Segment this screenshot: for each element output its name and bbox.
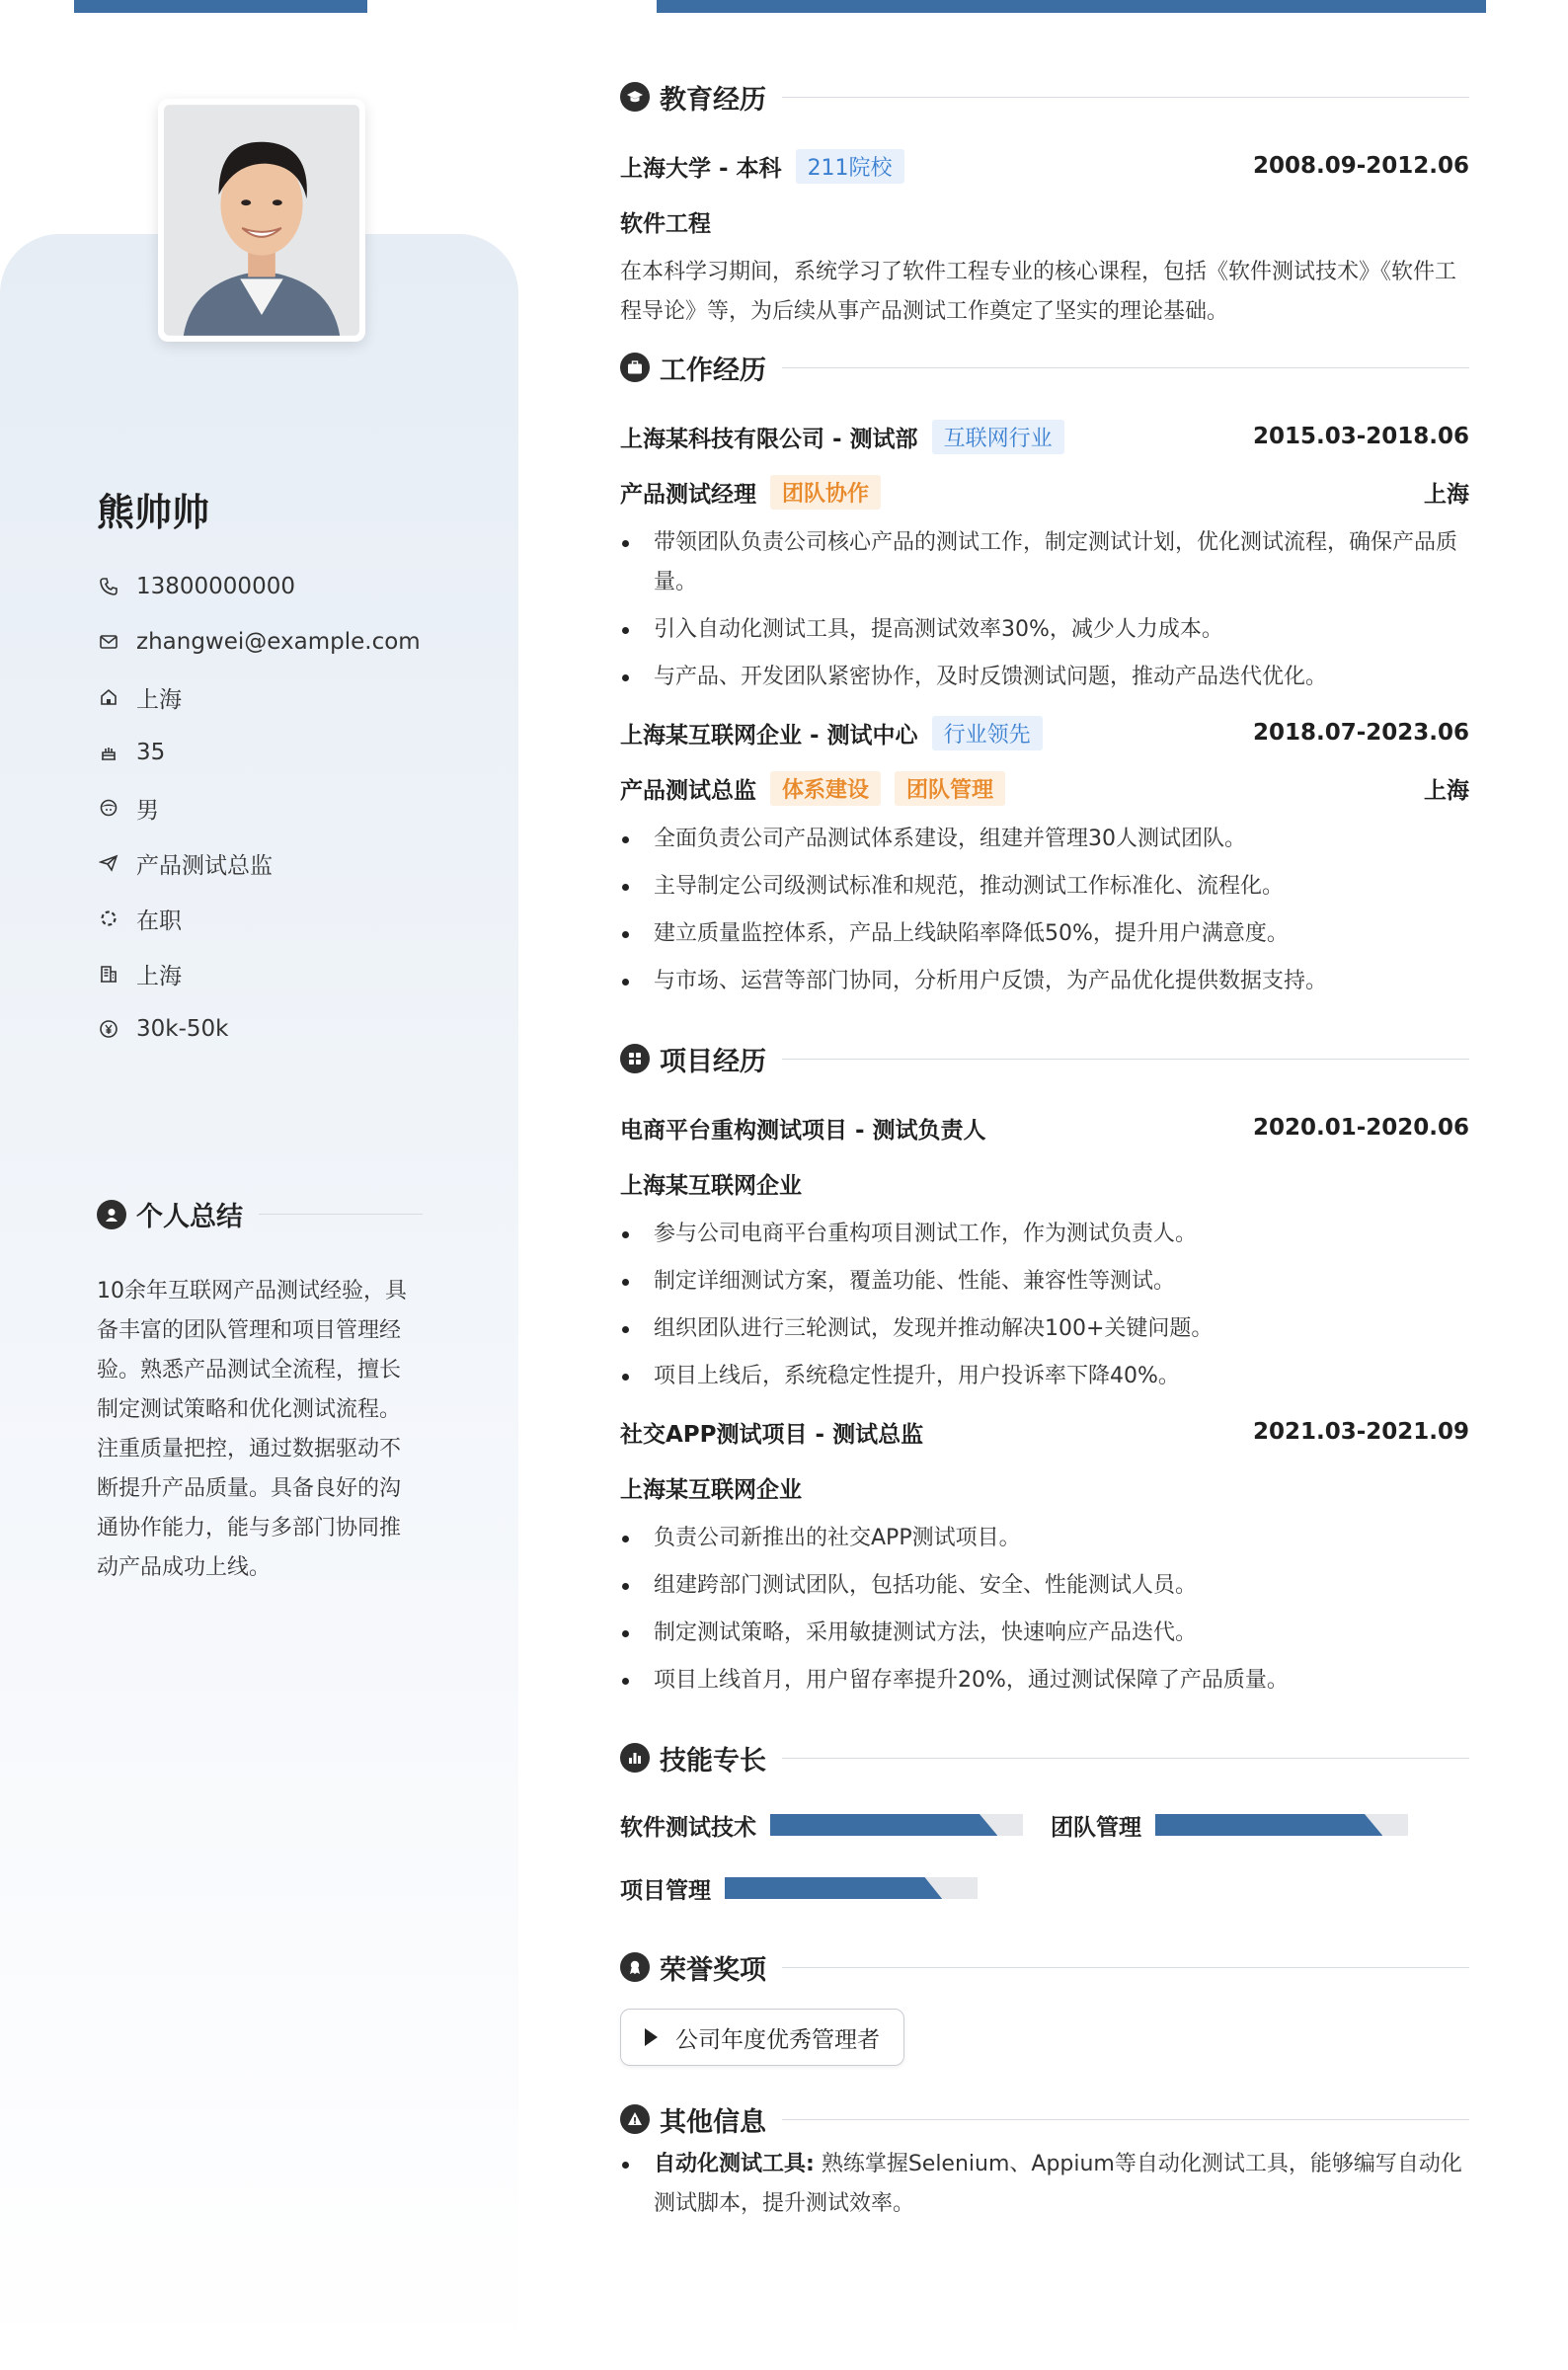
- info-age: [97, 725, 421, 780]
- send-icon: [97, 851, 120, 875]
- project-date: 2021.03-2021.09: [1252, 1419, 1469, 1445]
- building-icon: [97, 962, 120, 986]
- project-org: 上海某互联网企业: [620, 1172, 802, 1199]
- briefcase-icon: [620, 353, 650, 382]
- grid-icon: [620, 1044, 650, 1073]
- project-bullets: [620, 1215, 1469, 1396]
- skill-item: [620, 1856, 978, 1920]
- candidate-name: 熊帅帅: [97, 491, 210, 534]
- graduation-cap-icon: [620, 82, 650, 112]
- other-heading: 其他信息: [620, 2097, 1469, 2141]
- gender-icon: [97, 796, 120, 820]
- status-value: 在职: [136, 908, 182, 934]
- honors-heading: 荣誉奖项: [620, 1945, 1469, 1989]
- skill-label: 项目管理: [620, 1877, 711, 1904]
- list-item: 制定测试策略，采用敏捷测试方法，快速响应产品迭代。: [620, 1614, 1469, 1653]
- education-row: [620, 138, 1469, 194]
- list-item: 主导制定公司级测试标准和规范，推动测试工作标准化、流程化。: [620, 867, 1469, 907]
- home-value: 上海: [136, 686, 182, 713]
- skill-level-fill: [1155, 1814, 1382, 1836]
- list-item: 引入自动化测试工具，提高测试效率30%，减少人力成本。: [620, 610, 1469, 650]
- list-item: 建立质量监控体系，产品上线缺陷率降低50%，提升用户满意度。: [620, 914, 1469, 954]
- info-salary: [97, 1001, 421, 1057]
- job-industry-tag: 行业领先: [932, 716, 1043, 750]
- city-value: 上海: [136, 963, 182, 989]
- status-icon: [97, 907, 120, 930]
- skill-level-fill: [770, 1814, 997, 1836]
- school-name: 上海大学 - 本科: [620, 155, 782, 182]
- info-icon: [620, 2104, 650, 2134]
- job-company: 上海某科技有限公司 - 测试部: [620, 426, 918, 452]
- job-entry: [620, 409, 1469, 697]
- education-heading: 教育经历: [620, 75, 1469, 118]
- list-item: 组织团队进行三轮测试，发现并推动解决100+关键问题。: [620, 1309, 1469, 1349]
- user-icon: [97, 1200, 126, 1229]
- info-home: [97, 670, 421, 725]
- project-name: 电商平台重构测试项目 - 测试负责人: [620, 1117, 986, 1144]
- info-city: [97, 946, 421, 1001]
- play-icon: [645, 2028, 658, 2046]
- project-entry: [620, 1100, 1469, 1396]
- skill-bar: [725, 1877, 978, 1899]
- other-section: [620, 2097, 1469, 2224]
- list-item: 与产品、开发团队紧密协作，及时反馈测试问题，推动产品迭代优化。: [620, 658, 1469, 697]
- portrait-photo: [164, 105, 359, 336]
- yuan-icon: [97, 1017, 120, 1041]
- info-gender: [97, 780, 421, 835]
- major-name: 软件工程: [620, 210, 711, 237]
- job-skill-tag: 团队协作: [770, 475, 881, 510]
- education-date: 2008.09-2012.06: [1252, 153, 1469, 179]
- major-row: [620, 194, 1469, 249]
- job-header: [620, 705, 1469, 760]
- skill-item: [1051, 1793, 1408, 1856]
- job-header: [620, 409, 1469, 464]
- top-accent-bar-right: [657, 0, 1486, 13]
- project-date: 2020.01-2020.06: [1252, 1115, 1469, 1141]
- job-skill-tag: 体系建设: [770, 771, 881, 806]
- other-text: 熟练掌握Selenium、Appium等自动化测试工具，能够编写自动化测试脚本，提升测试效率。: [654, 2152, 1462, 2216]
- project-bullets: [620, 1519, 1469, 1700]
- work-heading: 工作经历: [620, 346, 1469, 389]
- job-location: 上海: [1424, 481, 1469, 508]
- project-heading: 项目经历: [620, 1037, 1469, 1080]
- avatar: [158, 99, 365, 342]
- job-company: 上海某互联网企业 - 测试中心: [620, 722, 918, 749]
- project-section: [620, 1037, 1469, 1700]
- project-header: [620, 1404, 1469, 1460]
- info-email: [97, 614, 421, 670]
- skill-bar: [770, 1814, 1023, 1836]
- info-phone: [97, 559, 421, 614]
- age-value: 35: [136, 740, 166, 765]
- honors-section: [620, 1945, 1469, 2066]
- education-description: 在本科学习期间，系统学习了软件工程专业的核心课程，包括《软件测试技术》《软件工程导论》等，为后续从事产品测试工作奠定了坚实的理论基础。: [620, 260, 1457, 324]
- list-item: 制定详细测试方案，覆盖功能、性能、兼容性等测试。: [620, 1262, 1469, 1302]
- info-target-position: [97, 835, 421, 891]
- salary-value: 30k-50k: [136, 1016, 229, 1042]
- info-status: [97, 891, 421, 946]
- phone-icon: [97, 575, 120, 598]
- skill-item: [620, 1793, 1023, 1856]
- award-icon: [620, 1952, 650, 1982]
- list-item: 项目上线后，系统稳定性提升，用户投诉率下降40%。: [620, 1357, 1469, 1396]
- job-skill-tag: 团队管理: [895, 771, 1005, 806]
- other-list: [620, 2145, 1469, 2224]
- job-bullets: [620, 523, 1469, 697]
- honor-item: [620, 2009, 904, 2066]
- skill-label: 团队管理: [1051, 1814, 1141, 1841]
- personal-summary: 10余年互联网产品测试经验，具备丰富的团队管理和项目管理经验。熟悉产品测试全流程，擅长制定测试策略和优化测试流程。注重质量把控，通过数据驱动不断提升产品质量。具备良好的沟通协作能力，能与多部门协同推动产品成功上线。: [97, 1279, 407, 1580]
- contact-info-list: [97, 559, 421, 1057]
- skill-level-fill: [725, 1877, 942, 1899]
- home-icon: [97, 685, 120, 709]
- job-position-row: [620, 760, 1469, 816]
- job-entry: [620, 705, 1469, 1001]
- email-value: zhangwei@example.com: [136, 629, 421, 655]
- skill-bar: [1155, 1814, 1408, 1836]
- list-item: 与市场、运营等部门协同，分析用户反馈，为产品优化提供数据支持。: [620, 962, 1469, 1001]
- top-accent-bar-left: [74, 0, 367, 13]
- project-name: 社交APP测试项目 - 测试总监: [620, 1421, 924, 1448]
- list-item: 全面负责公司产品测试体系建设，组建并管理30人测试团队。: [620, 820, 1469, 859]
- age-icon: [97, 741, 120, 764]
- project-org-row: [620, 1155, 1469, 1211]
- job-position-row: [620, 464, 1469, 519]
- summary-heading: 个人总结: [97, 1195, 423, 1233]
- project-org: 上海某互联网企业: [620, 1476, 802, 1503]
- main-content: [620, 75, 1469, 2232]
- job-date: 2015.03-2018.06: [1252, 424, 1469, 449]
- job-date: 2018.07-2023.06: [1252, 720, 1469, 746]
- skills-section: [620, 1736, 1469, 1920]
- job-location: 上海: [1424, 777, 1469, 804]
- list-item: 负责公司新推出的社交APP测试项目。: [620, 1519, 1469, 1558]
- list-item: 带领团队负责公司核心产品的测试工作，制定测试计划，优化测试流程，确保产品质量。: [620, 523, 1469, 602]
- list-item: 组建跨部门测试团队，包括功能、安全、性能测试人员。: [620, 1566, 1469, 1606]
- list-item: 参与公司电商平台重构项目测试工作，作为测试负责人。: [620, 1215, 1469, 1254]
- mail-icon: [97, 630, 120, 654]
- phone-value: 13800000000: [136, 574, 295, 599]
- job-position: 产品测试总监: [620, 777, 756, 804]
- skill-label: 软件测试技术: [620, 1814, 756, 1841]
- honor-label: 公司年度优秀管理者: [675, 2026, 880, 2053]
- skills-list: [620, 1793, 1469, 1920]
- skills-heading: 技能专长: [620, 1736, 1469, 1779]
- job-industry-tag: 互联网行业: [932, 420, 1064, 454]
- project-org-row: [620, 1460, 1469, 1515]
- project-entry: [620, 1404, 1469, 1700]
- bar-chart-icon: [620, 1743, 650, 1773]
- list-item: [620, 2145, 1469, 2224]
- school-tag: 211院校: [796, 149, 904, 184]
- job-bullets: [620, 820, 1469, 1001]
- list-item: 项目上线首月，用户留存率提升20%，通过测试保障了产品质量。: [620, 1661, 1469, 1700]
- gender-value: 男: [136, 797, 159, 824]
- project-header: [620, 1100, 1469, 1155]
- other-label: 自动化测试工具:: [654, 2152, 815, 2176]
- job-position: 产品测试经理: [620, 481, 756, 508]
- target-position-value: 产品测试总监: [136, 852, 273, 879]
- education-section: [620, 75, 1469, 332]
- work-section: [620, 346, 1469, 1001]
